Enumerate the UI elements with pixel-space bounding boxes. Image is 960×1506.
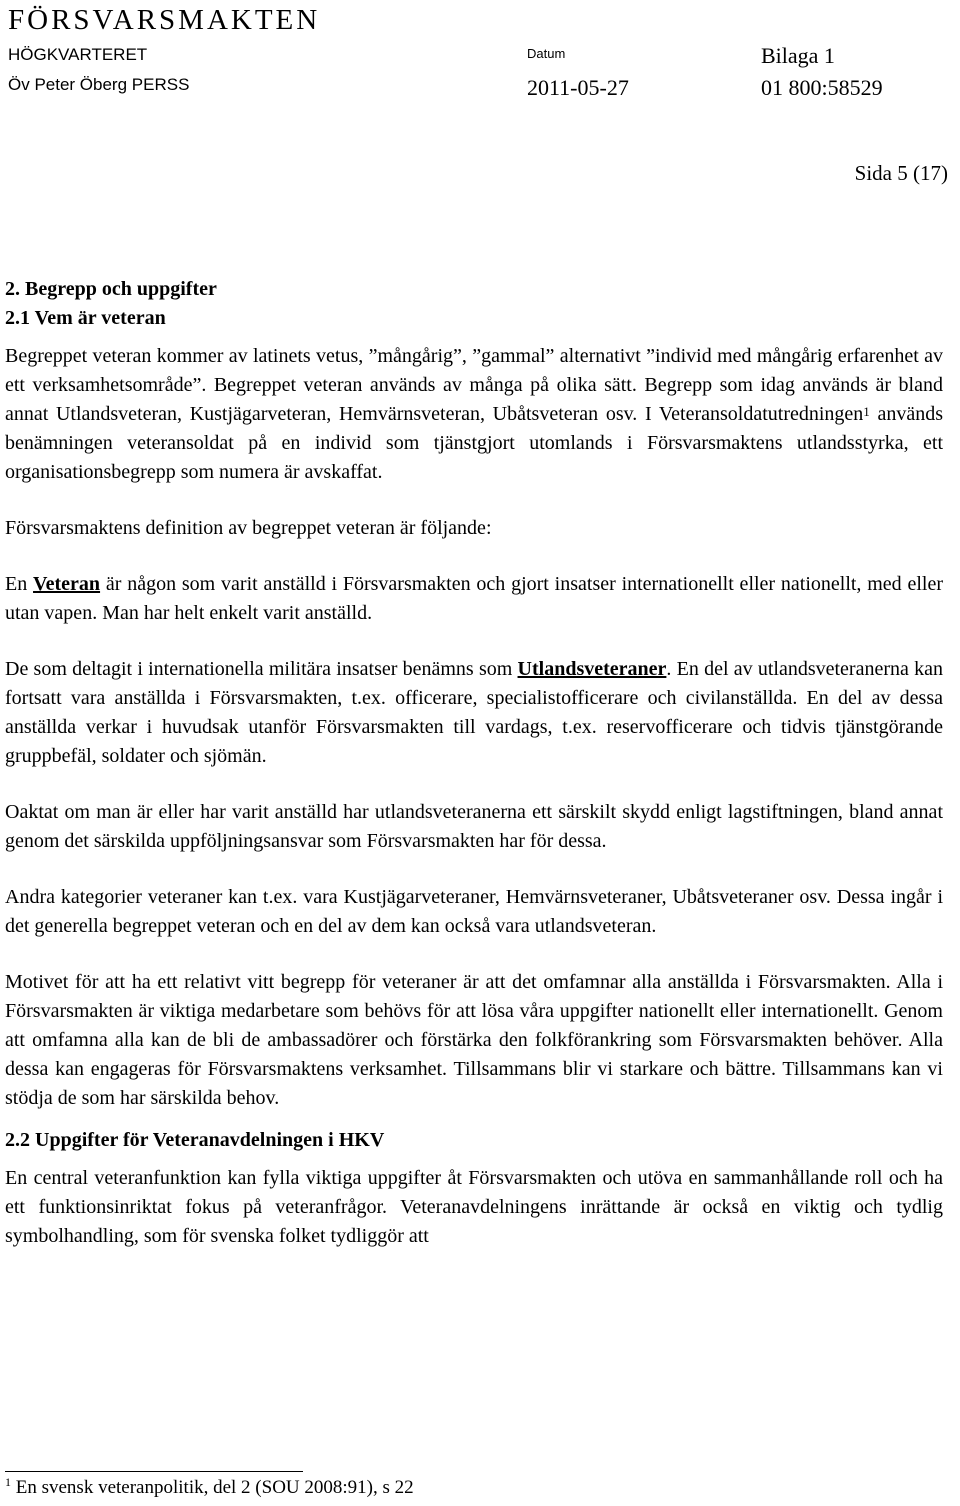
author: Öv Peter Öberg PERSS (8, 75, 190, 94)
paragraph-text: De som deltagit i internationella militära insatser benämns som (5, 658, 518, 680)
footnote-divider (5, 1471, 303, 1472)
subsection-heading-2-2: 2.2 Uppgifter för Veteranavdelningen i HKV (5, 1129, 385, 1151)
paragraph-text: En (5, 573, 34, 595)
page-number: Sida 5 (17) (854, 161, 948, 185)
attachment-label: Bilaga 1 (761, 43, 835, 68)
paragraph-utlandsveteraner (5, 655, 943, 771)
department: HÖGKVARTERET (8, 45, 148, 64)
section-heading: 2. Begrepp och uppgifter (5, 278, 217, 300)
date-label: Datum (527, 46, 566, 61)
footnote-reference[interactable]: 1 (863, 404, 870, 419)
footnote (5, 1477, 414, 1499)
subsection-heading-2-1: 2.1 Vem är veteran (5, 307, 166, 329)
paragraph-other-categories: Andra kategorier veteraner kan t.ex. vara Kustjägarveteraner, Hemvärnsveteraner, Ubåtsveteraner osv. Dessa ingår i det generella begreppet veteran och en del av dem kan också vara utlandsveteran. (5, 886, 943, 937)
footnote-number: 1 (5, 1475, 11, 1489)
document-body (5, 275, 943, 1251)
paragraph-definition-intro: Försvarsmaktens definition av begreppet veteran är följande: (5, 517, 492, 539)
organization-name: FÖRSVARSMAKTEN (8, 4, 321, 36)
paragraph-text: används benämningen veteransoldat på en individ som tjänstgjort utomlands i Försvarsmaktens utlandsstyrka, ett organisationsbegrepp som numera är avskaffat. (5, 403, 943, 483)
paragraph-central-function: En central veteranfunktion kan fylla viktiga uppgifter åt Försvarsmakten och utöva en sammanhållande roll och ha ett funktionsinriktat fokus på veteranfrågor. Veteranavdelningens inrättande är också en viktig och tydlig symbolhandling, som för svenska folket tydliggör att (5, 1167, 943, 1247)
term-veteran: Veteran (33, 573, 101, 595)
paragraph-veteran-definition (5, 570, 943, 628)
term-utlandsveteraner: Utlandsveteraner (517, 658, 667, 680)
document-date: 2011-05-27 (527, 75, 629, 100)
paragraph-motive: Motivet för att ha ett relativt vitt begrepp för veteraner är att det omfamnar alla anställda i Försvarsmakten. Alla i Försvarsmakten är viktiga medarbetare som behövs för att lösa våra uppgifter nationellt eller internationellt. Genom att omfamna alla kan de bli de ambassadörer och förstärka den folkförankring som Försvarsmakten behöver. Alla dessa kan engageras för Försvarsmaktens verksamhet. Tillsammans blir vi starkare och bättre. Tillsammans kan vi stödja de som har särskilda behov. (5, 971, 943, 1109)
reference-number: 01 800:58529 (761, 75, 883, 100)
paragraph-text: Begreppet veteran kommer av latinets vetus, ”mångårig”, ”gammal” alternativt ”individ med mångårig erfarenhet av ett verksamhetsområde”. Begreppet veteran används av många på olika sätt. Begrepp som idag används är bland annat Utlandsveteran, Kustjägarveteran, Hemvärnsveteran, Ubåtsveteran osv. I Veteransoldatutredningen (5, 345, 943, 425)
paragraph-veteran-origin (5, 342, 943, 487)
paragraph-text: är någon som varit anställd i Försvarsmakten och gjort insatser internationellt eller nationellt, med eller utan vapen. Man har helt enkelt varit anställd. (5, 573, 943, 624)
footnote-text: En svensk veteranpolitik, del 2 (SOU 2008:91), s 22 (11, 1477, 414, 1498)
paragraph-text: . En del av utlandsveteranerna kan fortsatt vara anställda i Försvarsmakten, t.ex. officerare, specialistofficerare och civilanställda. En del av dessa anställda verkar i huvudsak utanför Försvarsmakten till vardags, t.ex. reservofficerare och tidvis tjänstgörande gruppbefäl, soldater och sjömän. (5, 658, 943, 767)
paragraph-protection: Oaktat om man är eller har varit anställd har utlandsveteranerna ett särskilt skydd enligt lagstiftningen, bland annat genom det särskilda uppföljningsansvar som Försvarsmakten har för dessa. (5, 801, 943, 852)
